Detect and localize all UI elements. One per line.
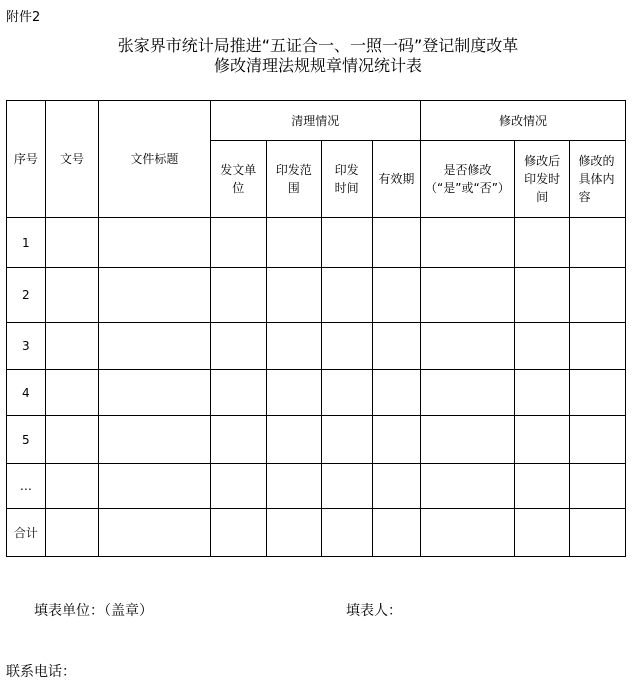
cell[interactable] [372, 268, 420, 323]
row-serial: … [7, 464, 46, 509]
table-row [7, 218, 626, 268]
row-serial: 4 [7, 370, 46, 416]
cell[interactable] [421, 509, 515, 557]
cell[interactable] [514, 464, 570, 509]
statistics-table [6, 100, 626, 557]
cell[interactable] [372, 464, 420, 509]
cell[interactable] [421, 218, 515, 268]
header-revised-yesno: 是否修改（“是”或“否”） [421, 141, 515, 218]
contact-phone-label: 联系电话： [6, 664, 76, 680]
cell[interactable] [210, 323, 266, 370]
cell[interactable] [421, 464, 515, 509]
header-cleanup-group: 清理情况 [210, 101, 421, 141]
header-issuing-unit: 发文单位 [210, 141, 266, 218]
header-revised-print-time: 修改后印发时间 [514, 141, 570, 218]
cell[interactable] [266, 370, 321, 416]
header-serial: 序号 [7, 101, 46, 218]
table-row [7, 370, 626, 416]
cell[interactable] [45, 370, 99, 416]
table-title-line1: 张家界市统计局推进“五证合一、一照一码”登记制度改革 [117, 36, 519, 55]
cell[interactable] [266, 218, 321, 268]
cell[interactable] [210, 218, 266, 268]
cell[interactable] [45, 268, 99, 323]
header-validity: 有效期 [372, 141, 420, 218]
cell[interactable] [372, 323, 420, 370]
cell[interactable] [514, 416, 570, 464]
cell[interactable] [570, 464, 626, 509]
table-row-total [7, 509, 626, 557]
header-revised-content: 修改的具体内容 [570, 141, 626, 218]
cell[interactable] [372, 416, 420, 464]
cell[interactable] [372, 218, 420, 268]
cell[interactable] [99, 323, 210, 370]
cell[interactable] [514, 218, 570, 268]
table-row [7, 323, 626, 370]
cell[interactable] [372, 509, 420, 557]
table-title-line2: 修改清理法规规章情况统计表 [213, 56, 422, 75]
cell[interactable] [45, 416, 99, 464]
row-total-label: 合计 [7, 509, 46, 557]
cell[interactable] [266, 268, 321, 323]
cell[interactable] [514, 268, 570, 323]
cell[interactable] [514, 370, 570, 416]
cell[interactable] [266, 416, 321, 464]
cell[interactable] [570, 323, 626, 370]
cell[interactable] [210, 509, 266, 557]
cell[interactable] [421, 323, 515, 370]
cell[interactable] [321, 370, 372, 416]
cell[interactable] [45, 323, 99, 370]
cell[interactable] [266, 323, 321, 370]
cell[interactable] [99, 370, 210, 416]
cell[interactable] [99, 464, 210, 509]
cell[interactable] [372, 370, 420, 416]
cell[interactable] [421, 416, 515, 464]
row-serial: 2 [7, 268, 46, 323]
header-print-time: 印发时间 [321, 141, 372, 218]
cell[interactable] [321, 464, 372, 509]
cell[interactable] [570, 268, 626, 323]
cell[interactable] [99, 416, 210, 464]
header-doc-no: 文号 [45, 101, 99, 218]
cell[interactable] [421, 370, 515, 416]
cell[interactable] [321, 509, 372, 557]
cell[interactable] [210, 268, 266, 323]
cell[interactable] [421, 268, 515, 323]
cell[interactable] [210, 370, 266, 416]
cell[interactable] [321, 218, 372, 268]
cell[interactable] [321, 268, 372, 323]
cell[interactable] [514, 323, 570, 370]
cell[interactable] [514, 509, 570, 557]
table-row [7, 464, 626, 509]
cell[interactable] [45, 218, 99, 268]
header-doc-title: 文件标题 [99, 101, 210, 218]
cell[interactable] [210, 416, 266, 464]
attachment-label: 附件2 [6, 10, 41, 25]
cell[interactable] [45, 464, 99, 509]
cell[interactable] [570, 370, 626, 416]
header-print-scope: 印发范围 [266, 141, 321, 218]
cell[interactable] [570, 416, 626, 464]
cell[interactable] [210, 464, 266, 509]
cell[interactable] [99, 509, 210, 557]
cell[interactable] [321, 323, 372, 370]
cell[interactable] [570, 509, 626, 557]
row-serial: 1 [7, 218, 46, 268]
cell[interactable] [99, 218, 210, 268]
fill-unit-label: 填表单位：（盖章） [34, 603, 153, 619]
table-row [7, 268, 626, 323]
row-serial: 5 [7, 416, 46, 464]
header-revision-group: 修改情况 [421, 101, 626, 141]
cell[interactable] [45, 509, 99, 557]
cell[interactable] [266, 464, 321, 509]
table-row [7, 416, 626, 464]
cell[interactable] [99, 268, 210, 323]
cell[interactable] [570, 218, 626, 268]
cell[interactable] [321, 416, 372, 464]
filler-label: 填表人： [346, 603, 402, 619]
row-serial: 3 [7, 323, 46, 370]
cell[interactable] [266, 509, 321, 557]
